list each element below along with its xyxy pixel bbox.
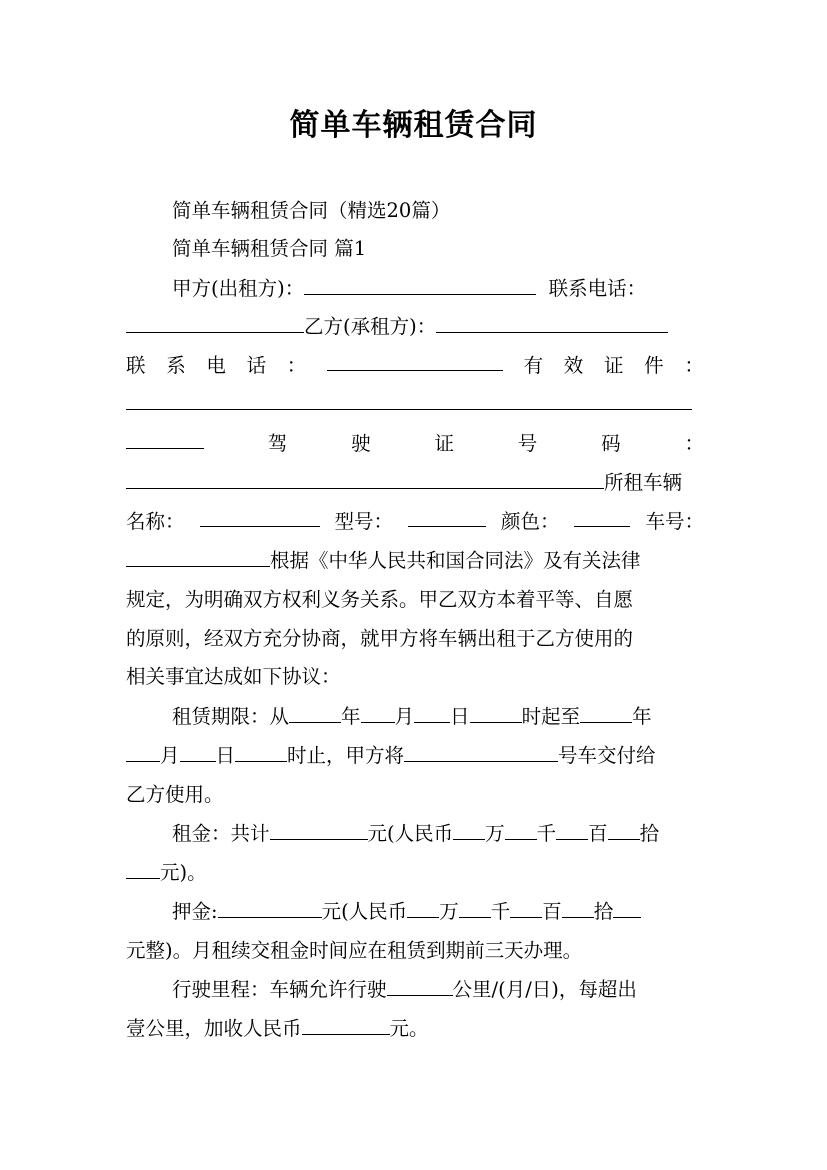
model-blank[interactable] — [408, 508, 486, 527]
model-label: 型号： — [334, 510, 393, 533]
id-label-char: ： — [684, 354, 704, 377]
deposit-yuan-blank[interactable] — [613, 899, 641, 918]
shi-label: 拾 — [639, 822, 660, 845]
rent-wan-blank[interactable] — [453, 821, 485, 840]
license-number-blank[interactable] — [126, 470, 604, 489]
car-info-line — [126, 508, 704, 536]
term-line-2 — [126, 742, 704, 770]
party-b-label: 乙方(承租方)： — [304, 315, 437, 338]
mileage-line-1 — [172, 976, 704, 1004]
license-label-char: ： — [684, 432, 704, 455]
deposit-label: 押金: — [172, 900, 218, 923]
subtitle: 简单车辆租赁合同（精选20篇） — [172, 199, 451, 222]
car-name-label: 名称： — [126, 510, 185, 533]
plate-label: 车号： — [645, 510, 704, 533]
mileage-blank[interactable] — [387, 977, 453, 996]
car-name-blank[interactable] — [200, 508, 320, 527]
license-label-char: 驾 — [267, 432, 288, 455]
month-label: 月 — [160, 744, 180, 767]
license-label-char: 码 — [601, 432, 621, 455]
party-b-line — [126, 313, 704, 341]
basis-para-line: 规定，为明确双方权利义务关系。甲乙双方本着平等、自愿 — [126, 588, 634, 611]
month-label: 月 — [394, 705, 415, 728]
phone-label-char: 联 — [126, 354, 146, 377]
mileage-surcharge-label: 壹公里，加收人民币 — [126, 1017, 302, 1040]
party-a-line — [172, 275, 704, 303]
deposit-qian-blank[interactable] — [459, 899, 491, 918]
shi-label: 拾 — [593, 900, 614, 923]
rent-shi-blank[interactable] — [608, 821, 640, 840]
end-month-blank[interactable] — [126, 743, 160, 762]
phone-id-line — [126, 352, 704, 380]
deposit-line-1 — [172, 898, 704, 926]
phone-label: 联系电话： — [548, 277, 647, 300]
year-label: 年 — [632, 705, 652, 728]
color-label: 颜色： — [500, 510, 560, 533]
wan-label: 万 — [439, 900, 459, 923]
license-label-char: 号 — [517, 432, 538, 455]
phone-label-char: 电 — [206, 354, 226, 377]
basis-para-line: 相关事宜达成如下协议： — [126, 665, 341, 688]
start-month-blank[interactable] — [361, 704, 395, 723]
phone-label-char: 话 — [246, 354, 267, 377]
license-label-char: 证 — [434, 432, 454, 455]
deposit-rmb-label: 元(人民币 — [321, 900, 408, 923]
id-label-char: 效 — [563, 354, 584, 377]
year-label: 年 — [341, 705, 361, 728]
day-label: 日 — [450, 705, 470, 728]
section-heading: 简单车辆租赁合同 篇1 — [172, 237, 367, 260]
deliver-label: 号车交付给 — [558, 744, 656, 767]
mileage-label: 行驶里程：车辆允许行驶 — [172, 978, 387, 1001]
mileage-line-2 — [126, 1015, 704, 1043]
basis-line — [126, 547, 704, 575]
mileage-yuan-label: 元。 — [389, 1017, 429, 1040]
mileage-surcharge-blank[interactable] — [302, 1016, 390, 1035]
car-rented-line — [126, 469, 704, 497]
party-b-blank[interactable] — [436, 314, 668, 333]
car-rented-label: 所租车辆 — [604, 471, 683, 494]
hour-from-label: 时起至 — [521, 705, 581, 728]
basis-para-line: 的原则，经双方充分协商，就甲方将车辆出租于乙方使用的 — [126, 627, 634, 650]
day-label: 日 — [215, 744, 236, 767]
rent-yuan-blank[interactable] — [126, 860, 160, 879]
hour-to-label: 时止，甲方将 — [287, 744, 405, 767]
license-line — [126, 430, 704, 458]
start-year-blank[interactable] — [289, 704, 341, 723]
rent-amount-blank[interactable] — [270, 821, 368, 840]
party-a-label: 甲方(出租方)： — [172, 277, 305, 300]
rent-line-2 — [126, 859, 704, 887]
phone-label-char: ： — [286, 354, 307, 377]
qian-label: 千 — [536, 822, 557, 845]
bai-label: 百 — [542, 900, 562, 923]
document-title: 简单车辆租赁合同 — [289, 108, 538, 143]
rent-line-1 — [172, 820, 704, 848]
id-label-char: 件 — [644, 354, 664, 377]
id-label-char: 证 — [603, 354, 624, 377]
wan-label: 万 — [485, 822, 505, 845]
id-number-blank-end[interactable] — [126, 430, 204, 449]
start-hour-blank[interactable] — [470, 704, 522, 723]
rent-rmb-label: 元(人民币 — [367, 822, 454, 845]
rent-yuan-end: 元)。 — [160, 861, 207, 884]
rent-label: 租金：共计 — [172, 822, 270, 845]
deposit-line-2: 元整)。月租续交租金时间应在租赁到期前三天办理。 — [126, 939, 583, 962]
deposit-bai-blank[interactable] — [510, 899, 542, 918]
party-a-blank[interactable] — [304, 276, 536, 295]
term-line-1 — [172, 703, 704, 731]
id-label-char: 有 — [523, 354, 544, 377]
term-label: 租赁期限：从 — [172, 705, 290, 728]
id-number-blank[interactable] — [126, 409, 692, 410]
license-label-char: 驶 — [351, 432, 371, 455]
party-a-phone-blank[interactable] — [126, 314, 304, 333]
start-day-blank[interactable] — [414, 704, 450, 723]
color-blank[interactable] — [574, 508, 630, 527]
car-number-blank[interactable] — [404, 743, 558, 762]
qian-label: 千 — [490, 900, 511, 923]
basis-text: 根据《中华人民共和国合同法》及有关法律 — [270, 549, 641, 572]
plate-blank[interactable] — [126, 548, 270, 567]
deposit-shi-blank[interactable] — [562, 899, 594, 918]
party-b-phone-blank[interactable] — [327, 352, 503, 371]
rent-qian-blank[interactable] — [505, 821, 537, 840]
mileage-unit: 公里/(月/日)，每超出 — [452, 978, 637, 1001]
bai-label: 百 — [588, 822, 608, 845]
end-hour-blank[interactable] — [235, 743, 287, 762]
end-year-blank[interactable] — [580, 704, 632, 723]
rent-bai-blank[interactable] — [556, 821, 588, 840]
term-line-3: 乙方使用。 — [126, 783, 224, 806]
deposit-wan-blank[interactable] — [407, 899, 439, 918]
end-day-blank[interactable] — [180, 743, 216, 762]
deposit-amount-blank[interactable] — [218, 899, 322, 918]
phone-label-char: 系 — [166, 354, 186, 377]
